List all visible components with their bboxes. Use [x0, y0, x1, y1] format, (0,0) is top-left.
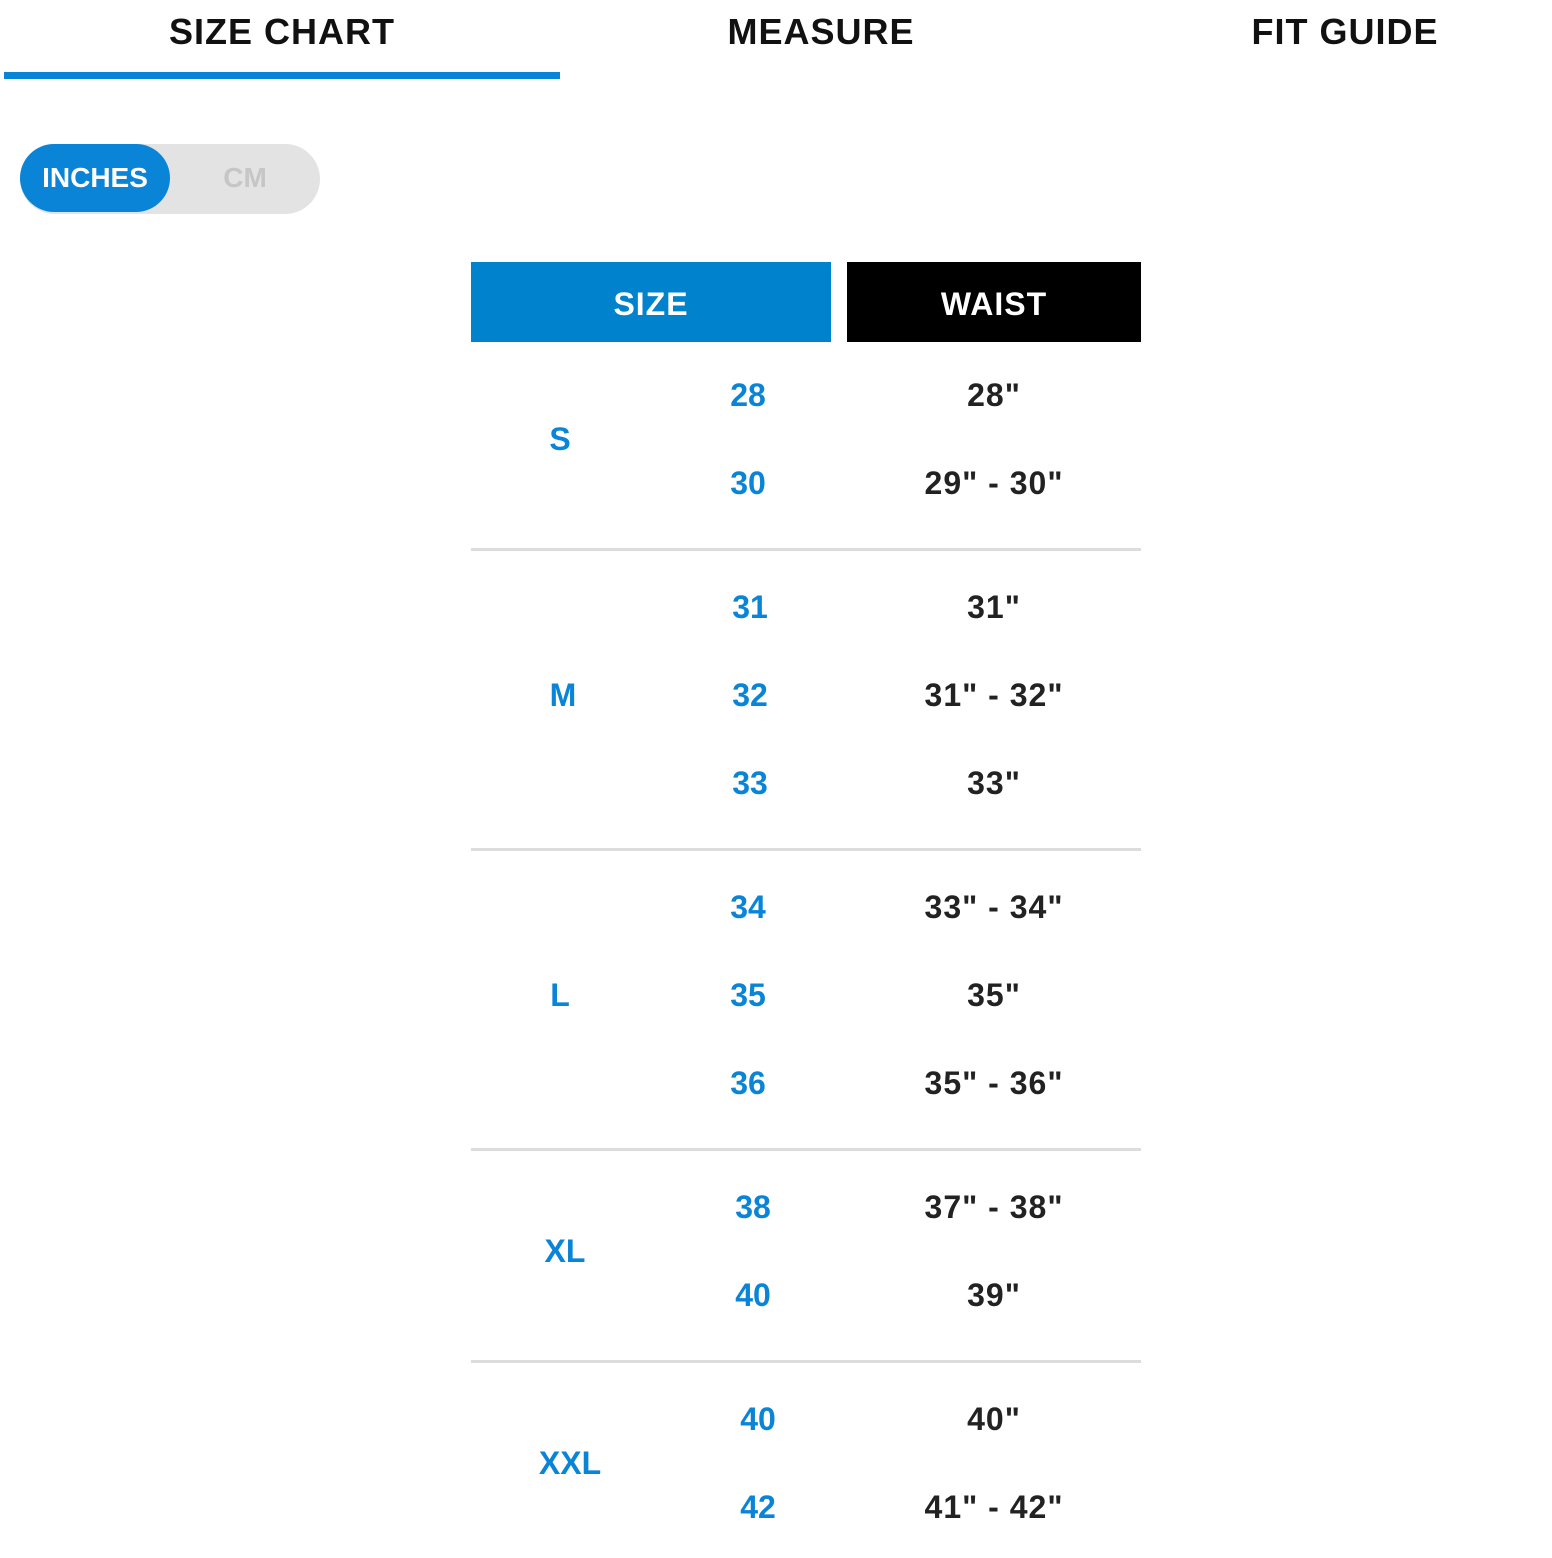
size-number: 33: [732, 765, 768, 801]
size-column-header: SIZE: [471, 262, 831, 342]
unit-option-cm[interactable]: CM: [223, 162, 267, 193]
size-number: 32: [732, 677, 768, 713]
group-divider: [471, 548, 1141, 551]
size-number: 35: [730, 977, 766, 1013]
group-divider: [471, 1148, 1141, 1151]
size-number: 28: [730, 377, 766, 413]
waist-value: 33": [967, 765, 1021, 801]
group-divider: [471, 848, 1141, 851]
size-number: 31: [732, 589, 768, 625]
active-tab-underline: [4, 72, 560, 79]
tab-measure[interactable]: MEASURE: [727, 11, 915, 52]
waist-value: 31" - 32": [924, 677, 1064, 713]
waist-value: 39": [967, 1277, 1021, 1313]
size-group-label: L: [550, 977, 570, 1013]
unit-option-inches[interactable]: INCHES: [20, 144, 170, 212]
waist-value: 40": [967, 1401, 1021, 1437]
waist-value: 31": [967, 589, 1021, 625]
waist-value: 41" - 42": [924, 1489, 1064, 1525]
unit-toggle[interactable]: [20, 144, 320, 214]
waist-value: 37" - 38": [924, 1189, 1064, 1225]
tab-fit-guide[interactable]: FIT GUIDE: [1251, 11, 1439, 52]
size-number: 38: [735, 1189, 771, 1225]
group-divider: [471, 1360, 1141, 1363]
size-group-label: M: [549, 677, 577, 713]
size-number: 42: [740, 1489, 776, 1525]
size-number: 30: [730, 465, 766, 501]
size-group-label: XL: [544, 1233, 586, 1269]
waist-value: 35" - 36": [924, 1065, 1064, 1101]
tab-size-chart[interactable]: SIZE CHART: [169, 11, 395, 52]
size-number: 34: [730, 889, 766, 925]
waist-value: 28": [967, 377, 1021, 413]
size-number: 40: [740, 1401, 776, 1437]
waist-value: 35": [967, 977, 1021, 1013]
size-number: 40: [735, 1277, 771, 1313]
size-group-label: S: [549, 421, 571, 457]
waist-column-header: WAIST: [847, 262, 1141, 342]
size-group-label: XXL: [538, 1445, 602, 1481]
tab-bar: [0, 0, 1552, 82]
size-number: 36: [730, 1065, 766, 1101]
waist-value: 29" - 30": [924, 465, 1064, 501]
waist-value: 33" - 34": [924, 889, 1064, 925]
